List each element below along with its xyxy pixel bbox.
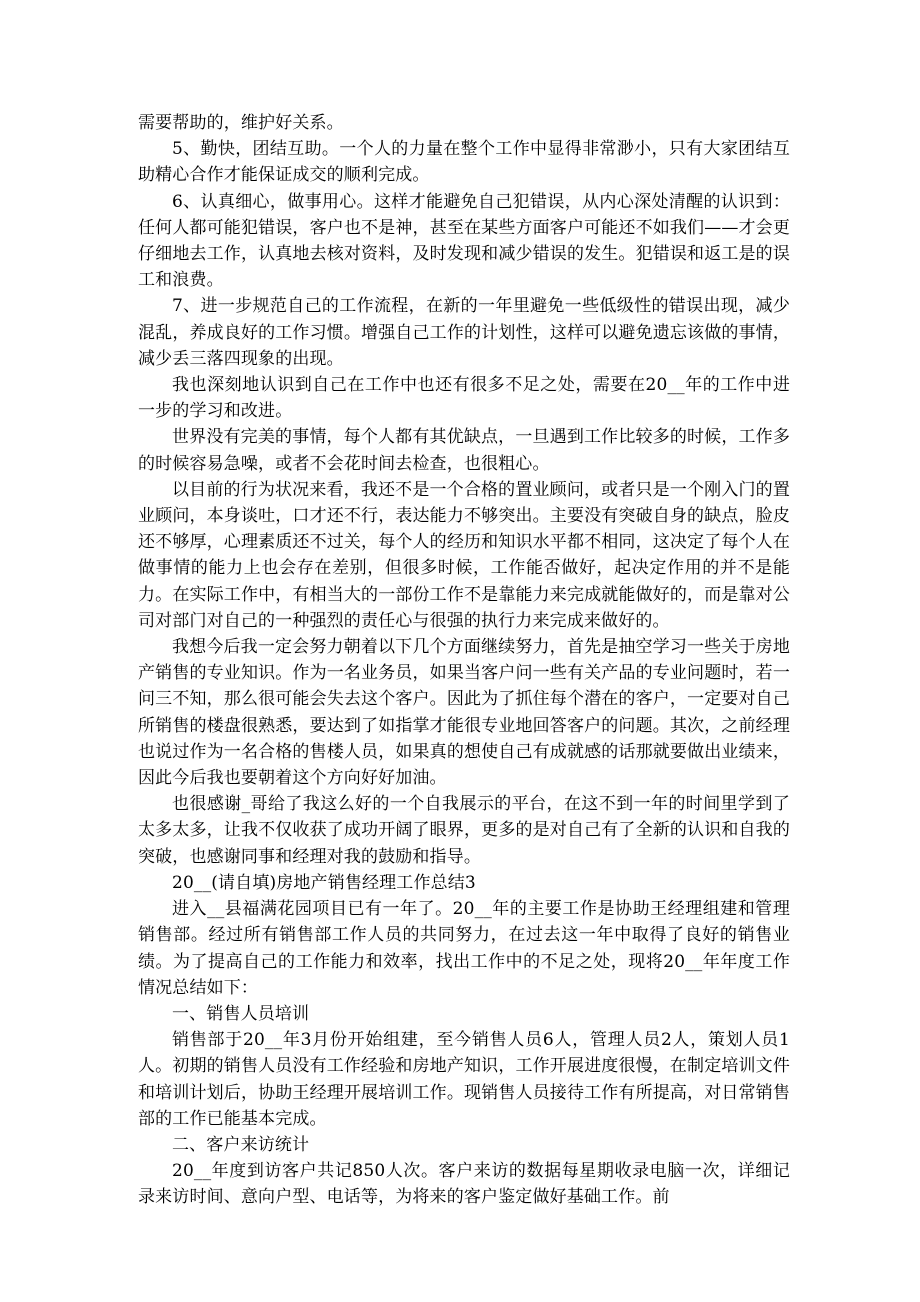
paragraph-15: 20__年度到访客户共记850人次。客户来访的数据每星期收录电脑一次，详细记录来访时间、意向户型、电话等，为将来的客户鉴定做好基础工作。前 (138, 1161, 790, 1208)
paragraph-4: 7、进一步规范自己的工作流程，在新的一年里避免一些低级性的错误出现，减少混乱，养成良好的工作习惯。增强自己工作的计划性，这样可以避免遗忘该做的事情，减少丢三落四现象的出现。 (138, 296, 790, 369)
subheading-training: 一、销售人员培训 (172, 1003, 310, 1024)
paragraph-2: 5、勤快，团结互助。一个人的力量在整个工作中显得非常渺小，只有大家团结互助精心合作才能保证成交的顺利完成。 (138, 139, 790, 186)
section-title: 20__(请自填)房地产销售经理工作总结3 (172, 872, 476, 893)
paragraph-8: 我想今后我一定会努力朝着以下几个方面继续努力，首先是抽空学习一些关于房地产销售的专业知识。作为一名业务员，如果当客户问一些有关产品的专业问题时，若一问三不知，那么很可能会失去这个客户。因此为了抓住每个潜在的客户，一定要对自己所销售的楼盘很熟悉，要达到了如指掌才能很专业地回答客户的问题。其次，之前经理也说过作为一名合格的售楼人员，如果真的想使自己有成就感的话那就要做出业绩来，因此今后我也要朝着这个方向好好加油。 (138, 637, 790, 789)
paragraph-6: 世界没有完美的事情，每个人都有其优缺点，一旦遇到工作比较多的时候，工作多的时候容易急噪，或者不会花时间去检查，也很粗心。 (138, 427, 790, 474)
paragraph-13: 销售部于20__年3月份开始组建，至今销售人员6人，管理人员2人，策划人员1人。初期的销售人员没有工作经验和房地产知识，工作开展进度很慢，在制定培训文件和培训计划后，协助王经理开展培训工作。现销售人员接待工作有所提高，对日常销售部的工作已能基本完成。 (138, 1030, 790, 1129)
paragraph-9: 也很感谢_哥给了我这么好的一个自我展示的平台，在这不到一年的时间里学到了太多太多，让我不仅收获了成功开阔了眼界，更多的是对自己有了全新的认识和自我的突破，也感谢同事和经理对我的鼓励和指导。 (138, 794, 790, 867)
paragraph-11: 进入__县福满花园项目已有一年了。20__年的主要工作是协助王经理组建和管理销售部。经过所有销售部工作人员的共同努力，在过去这一年中取得了良好的销售业绩。为了提高自己的工作能力和效率，找出工作中的不足之处，现将20__年年度工作情况总结如下： (138, 899, 790, 998)
document-page (138, 110, 790, 1211)
paragraph-7: 以目前的行为状况来看，我还不是一个合格的置业顾问，或者只是一个刚入门的置业顾问，本身谈吐，口才还不行，表达能力不够突出。主要没有突破自身的缺点，脸皮还不够厚，心理素质还不过关，每个人的经历和知识水平都不相同，这决定了每个人在做事情的能力上也会存在差别，但很多时候，工作能否做好，起决定作用的并不是能力。在实际工作中，有相当大的一部份工作不是靠能力来完成就能做好的，而是靠对公司对部门对自己的一种强烈的责任心与很强的执行力来完成来做好的。 (138, 479, 790, 631)
paragraph-3: 6、认真细心，做事用心。这样才能避免自己犯错误，从内心深处清醒的认识到：任何人都可能犯错误，客户也不是神，甚至在某些方面客户可能还不如我们——才会更仔细地去工作，认真地去核对资料，及时发现和减少错误的发生。犯错误和返工是的误工和浪费。 (138, 191, 790, 291)
subheading-visits: 二、客户来访统计 (172, 1134, 310, 1155)
paragraph-1: 需要帮助的，维护好关系。 (138, 113, 344, 133)
paragraph-5: 我也深刻地认识到自己在工作中也还有很多不足之处，需要在20__年的工作中进一步的学习和改进。 (138, 375, 790, 422)
